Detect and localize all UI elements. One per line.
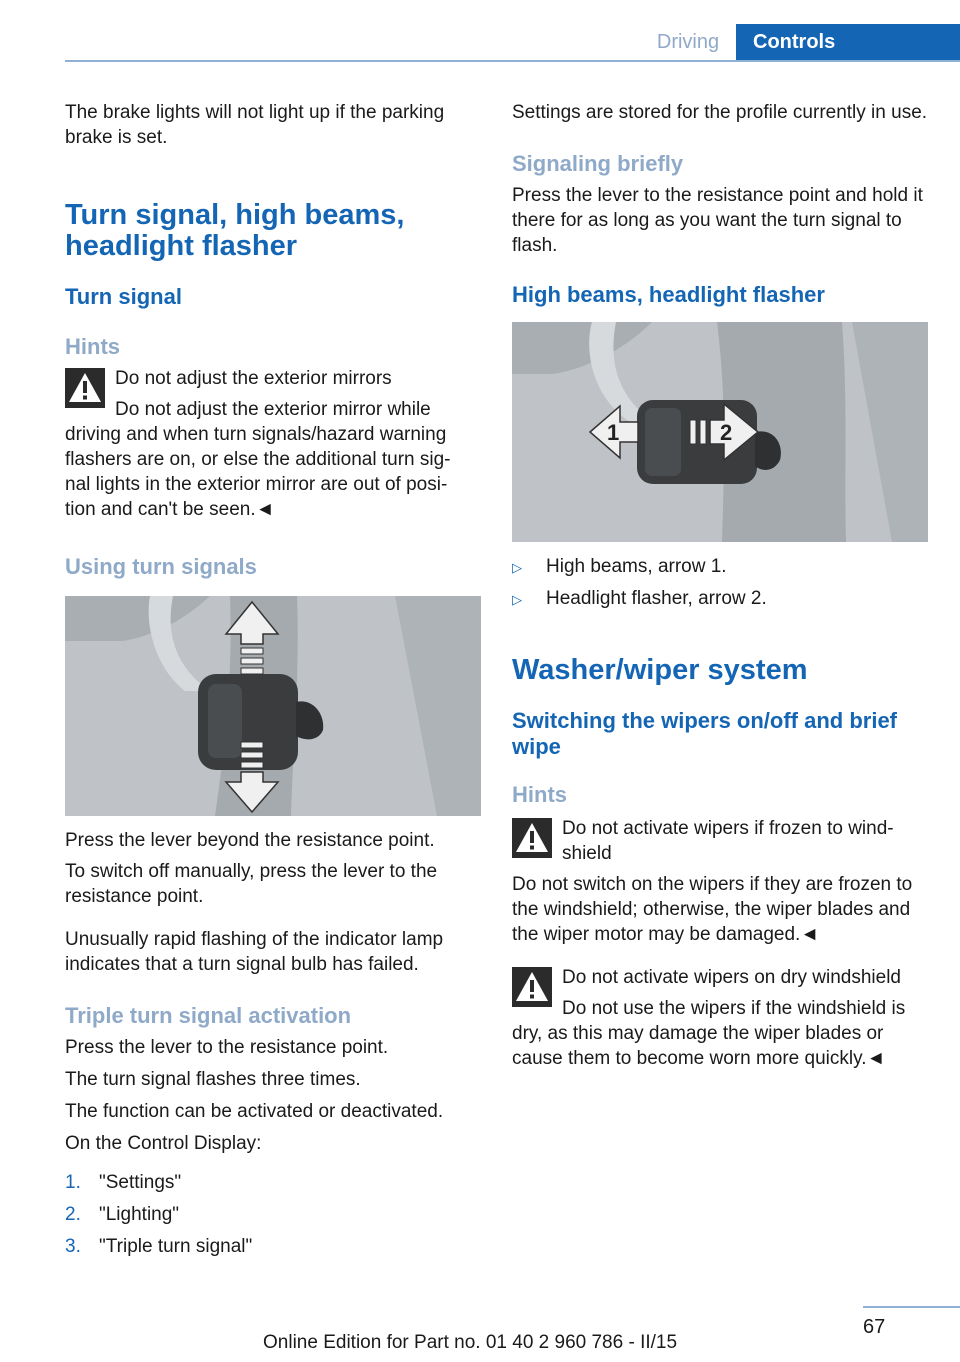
rapid-flash-text: Unusually rapid flashing of the indicator lamp indicates that a turn signal bulb has failed. (65, 929, 444, 975)
settings-steps (65, 1170, 481, 1259)
hints-heading: Hints (65, 334, 120, 359)
right-column (512, 100, 928, 1071)
left-column (65, 100, 481, 1259)
section-title: Turn signal, high beams, headlight flasher (65, 199, 405, 262)
high-beam-lever-image (512, 322, 928, 542)
washer-title: Washer/wiper system (512, 654, 808, 686)
footer-rule (863, 1306, 960, 1308)
list-item: ▷ High beams, arrow 1. (512, 556, 727, 577)
wiper-hints-heading: Hints (512, 782, 567, 807)
high-beams-heading: High beams, headlight flasher (512, 282, 825, 307)
frozen-warning (512, 816, 928, 947)
list-item: 1. "Settings" (65, 1172, 182, 1193)
switch-off-text: To switch off manually, press the lever to the resistance point. (65, 861, 438, 907)
header-chapter-tab: Controls (736, 24, 960, 60)
signaling-briefly-text: Press the lever to the resistance point and hold it there for as long as you want the turn signal to flash. (512, 185, 923, 256)
warning-icon (65, 368, 105, 408)
list-item: ▷ Headlight flasher, arrow 2. (512, 588, 767, 609)
list-item: 2. "Lighting" (65, 1204, 180, 1225)
turn-signal-lever-image (65, 596, 481, 816)
triple-text-2: The turn signal flashes three times. (65, 1069, 361, 1090)
warning-icon (512, 818, 552, 858)
signaling-briefly-heading: Signaling briefly (512, 151, 684, 176)
warning-body: driving and when turn signals/hazard warning flashers are on, or else the additional turn sig- nal lights in the exterior mirror are out of posi- tion and can't be seen.◄ (65, 424, 451, 520)
warning-icon (512, 967, 552, 1007)
figure-label-1: 1 (607, 420, 620, 445)
intro-text: The brake lights will not light up if the parking brake is set. (65, 102, 445, 148)
header-rule (65, 60, 960, 62)
using-turn-signals-heading: Using turn signals (65, 554, 257, 579)
press-beyond-text: Press the lever beyond the resistance point. (65, 830, 435, 851)
triple-text-3: The function can be activated or deactivated. (65, 1101, 444, 1122)
warning-body: Do not switch on the wipers if they are frozen to the windshield; otherwise, the wiper blades and the wiper motor may be damaged.◄ (512, 874, 913, 945)
triple-turn-heading: Triple turn signal activation (65, 1003, 352, 1028)
triple-text-4: On the Control Display: (65, 1133, 262, 1154)
page-number: 67 (863, 1316, 886, 1338)
warning-title: Do not activate wipers if frozen to wind- shield (562, 818, 894, 864)
warning-first-line: Do not adjust the exterior mirror while (115, 399, 431, 420)
warning-first-line: Do not use the wipers if the windshield is (562, 998, 906, 1019)
switching-wipers-heading: Switching the wipers on/off and brief wipe (512, 708, 898, 759)
dry-warning (512, 965, 928, 1071)
header-section: Driving (656, 31, 720, 53)
settings-note: Settings are stored for the profile currently in use. (512, 102, 928, 123)
warning-body: dry, as this may damage the wiper blades or cause them to become worn more quickly.◄ (512, 1023, 886, 1069)
warning-title: Do not activate wipers on dry windshield (562, 967, 902, 988)
list-item: 3. "Triple turn signal" (65, 1236, 253, 1257)
turn-signal-heading: Turn signal (65, 284, 182, 309)
edition-line: Online Edition for Part no. 01 40 2 960 786 - II/15 (263, 1332, 678, 1353)
triple-text-1: Press the lever to the resistance point. (65, 1037, 389, 1058)
figure-label-2: 2 (720, 420, 733, 445)
high-beam-list (512, 554, 928, 611)
warning-title: Do not adjust the exterior mirrors (115, 368, 392, 389)
mirror-warning (65, 366, 481, 522)
